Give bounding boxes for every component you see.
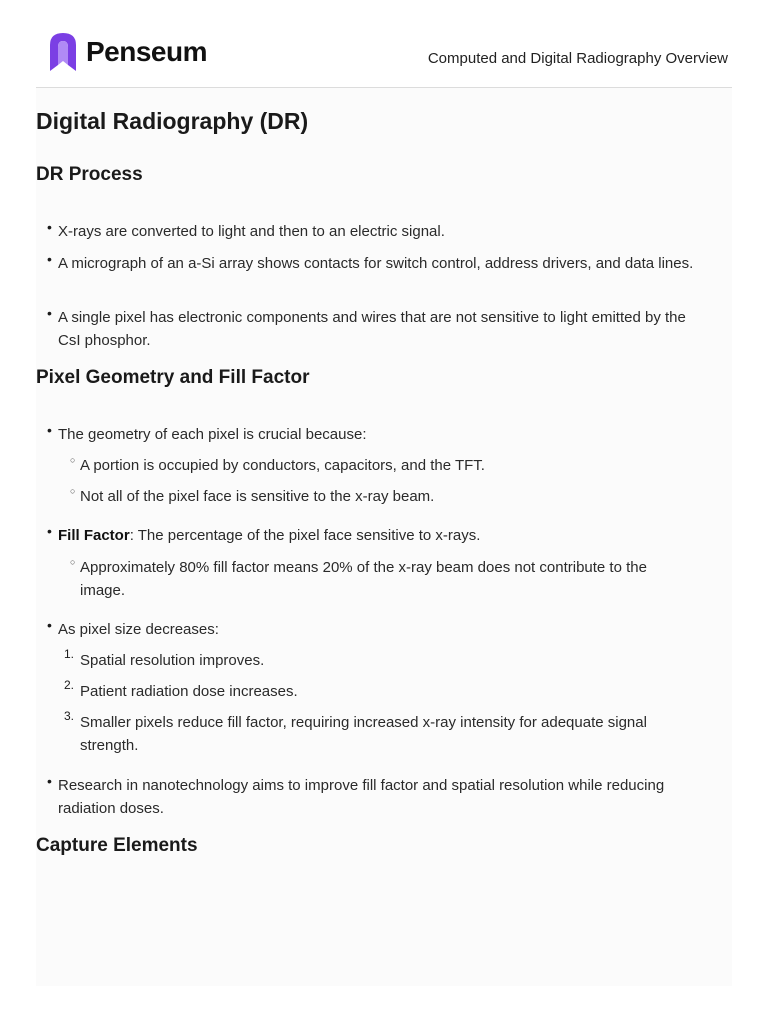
logo-text: Penseum bbox=[86, 36, 207, 67]
list-item-text: Research in nanotechnology aims to improve fill factor and spatial resolution while reducing radiation doses. bbox=[58, 777, 665, 817]
list-item-text: X-rays are converted to light and then to an electric signal. bbox=[58, 223, 445, 240]
list-item bbox=[47, 617, 698, 641]
list-item-text: A micrograph of an a-Si array shows contacts for switch control, address drivers, and data lines. bbox=[58, 255, 694, 272]
section-heading-dr-process: DR Process bbox=[36, 164, 143, 185]
document-title: Computed and Digital Radiography Overview bbox=[427, 50, 728, 67]
bullet-icon: • bbox=[47, 773, 52, 789]
circle-bullet-icon: ○ bbox=[70, 557, 76, 567]
ordered-list-item-text: Smaller pixels reduce fill factor, requiring increased x-ray intensity for adequate signal strength. bbox=[80, 714, 647, 754]
circle-bullet-icon: ○ bbox=[70, 486, 76, 496]
sub-list-item-text: Approximately 80% fill factor means 20% of the x-ray beam does not contribute to the image. bbox=[80, 559, 647, 599]
list-item-text: The geometry of each pixel is crucial because: bbox=[58, 426, 367, 443]
list-item-text: A single pixel has electronic components and wires that are not sensitive to light emitted by the CsI phosphor. bbox=[58, 309, 686, 349]
bullet-icon: • bbox=[47, 523, 52, 539]
document-content bbox=[36, 88, 732, 986]
fill-factor-term: Fill Factor bbox=[58, 527, 130, 544]
list-item-text: As pixel size decreases: bbox=[58, 621, 219, 638]
sub-list-item bbox=[70, 454, 690, 477]
circle-bullet-icon: ○ bbox=[70, 455, 76, 465]
list-item bbox=[47, 219, 698, 243]
page-header bbox=[36, 0, 732, 88]
ordered-list-item bbox=[64, 678, 690, 703]
sub-list-item-text: Not all of the pixel face is sensitive to the x-ray beam. bbox=[80, 488, 435, 505]
bullet-icon: • bbox=[47, 305, 52, 321]
section-heading-pixel-geometry: Pixel Geometry and Fill Factor bbox=[36, 367, 310, 388]
ordered-list-item bbox=[64, 647, 690, 672]
bullet-icon: • bbox=[47, 617, 52, 633]
list-number: 3. bbox=[64, 709, 75, 723]
page-title: Digital Radiography (DR) bbox=[36, 108, 309, 134]
bullet-icon: • bbox=[47, 422, 52, 438]
penseum-logo-icon bbox=[48, 31, 78, 73]
list-item bbox=[47, 251, 698, 275]
ordered-list-item bbox=[64, 709, 690, 757]
list-item bbox=[47, 422, 698, 446]
list-item bbox=[47, 773, 698, 820]
logo[interactable] bbox=[48, 31, 207, 73]
ordered-list-item-text: Patient radiation dose increases. bbox=[80, 683, 298, 700]
bullet-icon: • bbox=[47, 251, 52, 267]
list-number: 1. bbox=[64, 647, 75, 661]
bullet-icon: • bbox=[47, 219, 52, 235]
ordered-list-item-text: Spatial resolution improves. bbox=[80, 652, 265, 669]
list-item bbox=[47, 523, 698, 547]
list-number: 2. bbox=[64, 678, 75, 692]
list-item-text: : The percentage of the pixel face sensitive to x-rays. bbox=[129, 527, 481, 544]
list-item bbox=[47, 305, 698, 352]
sub-list-item bbox=[70, 485, 690, 508]
section-heading-capture-elements: Capture Elements bbox=[36, 835, 198, 856]
sub-list-item-text: A portion is occupied by conductors, capacitors, and the TFT. bbox=[80, 457, 485, 474]
sub-list-item bbox=[70, 556, 690, 602]
